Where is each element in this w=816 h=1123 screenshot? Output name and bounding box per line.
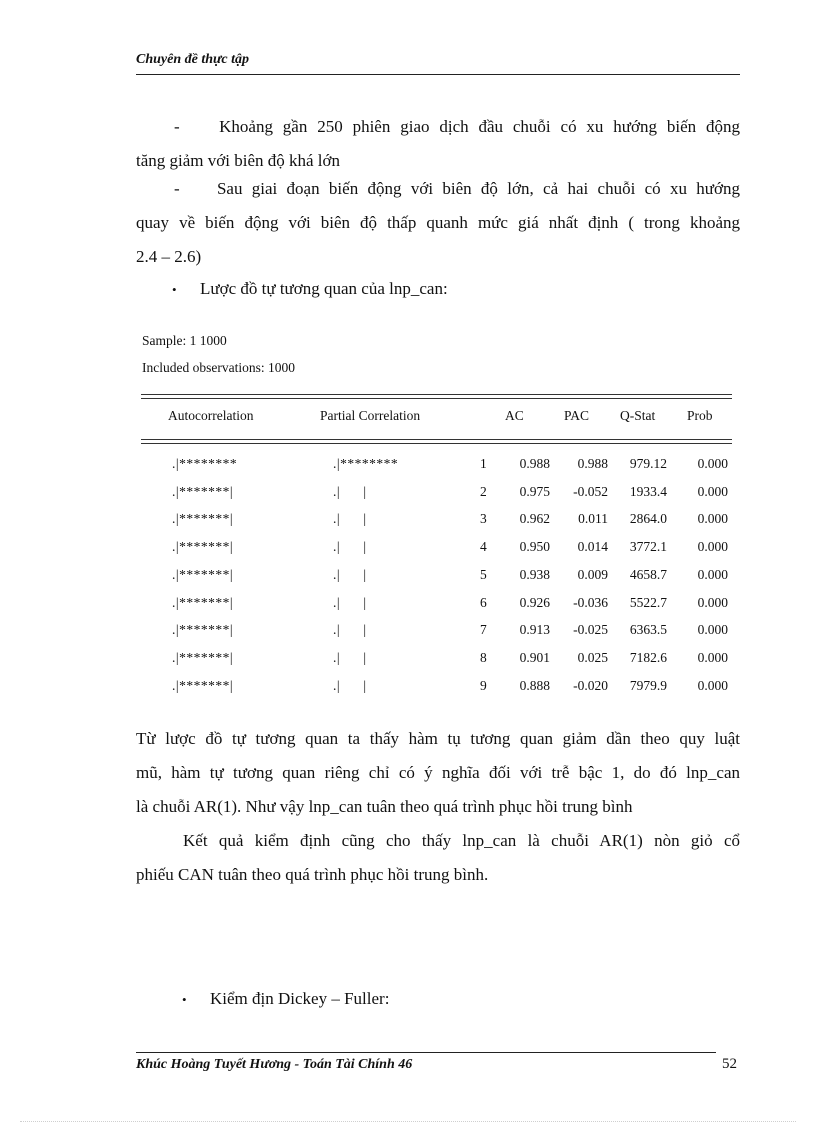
prob-value: 0.000 [697,456,728,471]
ac-value: 0.926 [519,595,550,610]
pac-bar: .| | [333,595,367,610]
ac-value: 0.975 [519,484,550,499]
q-stat-value: 5522.7 [629,595,667,610]
prob-value: 0.000 [697,539,728,554]
bullet-text: Lược đồ tự tương quan của lnp_can: [200,279,448,298]
ac-value: 0.938 [519,567,550,582]
running-header: Chuyên đề thực tập [136,52,250,67]
ac-bar: .|*******| [172,539,234,554]
conclusion-line-3: là chuỗi AR(1). Như vậy lnp_can tuân theo quá trình phục hồi trung bình [136,797,633,816]
pac-value: -0.036 [573,595,608,610]
page-number: 52 [722,1056,737,1072]
pac-bar: .| | [333,484,367,499]
dash-marker: - [174,117,180,136]
q-stat-value: 7979.9 [629,678,667,693]
ac-bar: .|*******| [172,484,234,499]
col-header-qstat: Q-Stat [620,408,656,423]
pac-value: 0.014 [577,539,608,554]
bullet-icon: • [172,282,177,297]
ac-bar: .|*******| [172,650,234,665]
prob-value: 0.000 [697,567,728,582]
included-observations: Included observations: 1000 [142,360,295,375]
q-stat-value: 6363.5 [629,622,667,637]
pac-value: -0.052 [573,484,608,499]
ac-value: 0.962 [519,511,550,526]
ac-value: 0.913 [519,622,550,637]
lag: 9 [480,678,487,693]
pac-value: -0.025 [573,622,608,637]
intro-item-2-line-2: quay về biến động với biên độ thấp quanh mức giá nhất định ( trong khoảng [136,213,740,232]
col-header-autocorrelation: Autocorrelation [168,408,254,423]
intro-item-1-line-2: tăng giảm với biên độ khá lớn [136,151,340,170]
table-header-rule [141,439,732,444]
conclusion-line-5: phiếu CAN tuân theo quá trình phục hồi trung bình. [136,865,489,884]
intro-item-2-line-1: Sau giai đoạn biến động với biên độ lớn, cả hai chuỗi có xu hướng [216,179,740,198]
lag: 1 [480,456,487,471]
q-stat-value: 1933.4 [629,484,667,499]
conclusion-paragraph [136,722,740,892]
pac-value: 0.025 [577,650,608,665]
q-stat-value: 3772.1 [629,539,667,554]
ac-bar: .|*******| [172,567,234,582]
lag: 3 [480,511,487,526]
pac-bar: .| | [333,511,367,526]
pac-bar: .| | [333,539,367,554]
pac-value: 0.011 [578,511,608,526]
pac-bar: .| | [333,678,367,693]
prob-value: 0.000 [697,622,728,637]
lag: 5 [480,567,487,582]
intro-item-2 [136,172,740,274]
pac-bar: .| | [333,567,367,582]
prob-value: 0.000 [697,678,728,693]
intro-item-1 [136,110,740,178]
intro-item-2-line-3: 2.4 – 2.6) [136,247,202,266]
table-top-rule [141,394,732,399]
pac-bar: .| | [333,650,367,665]
col-header-prob: Prob [687,408,713,423]
intro-item-1-line-1: Khoảng gần 250 phiên giao dịch đầu chuỗi có xu hướng biến động [219,117,740,136]
col-header-ac: AC [505,408,524,423]
footer-rule [136,1052,716,1053]
lag: 8 [480,650,487,665]
bullet-correlogram-heading [172,272,448,307]
q-stat-value: 4658.7 [629,567,667,582]
ac-bar: .|*******| [172,511,234,526]
conclusion-line-4: Kết quả kiểm định cũng cho thấy lnp_can là chuỗi AR(1) nòn giỏ cổ [183,831,740,850]
ac-bar: .|*******| [172,622,234,637]
ac-bar: .|******** [172,456,238,471]
header-rule [136,74,740,75]
pac-value: 0.009 [577,567,608,582]
conclusion-line-2: mũ, hàm tự tương quan riêng chỉ có ý nghĩa đối với trễ bậc 1, do đó lnp_can [136,763,740,782]
prob-value: 0.000 [697,650,728,665]
conclusion-line-1: Từ lược đồ tự tương quan ta thấy hàm tụ tương quan giảm dần theo quy luật [136,729,740,748]
bullet-icon: • [182,992,187,1007]
lag: 7 [480,622,487,637]
pac-value: -0.020 [573,678,608,693]
lag: 4 [480,539,487,554]
lag: 6 [480,595,487,610]
pac-bar: .| | [333,622,367,637]
footer-author: Khúc Hoàng Tuyết Hương - Toán Tài Chính 46 [136,1057,413,1072]
ac-value: 0.988 [519,456,550,471]
ac-value: 0.888 [519,678,550,693]
dash-marker: - [174,179,180,198]
bullet-dickey-fuller-heading [182,982,389,1017]
ac-bar: .|*******| [172,595,234,610]
q-stat-value: 979.12 [629,456,667,471]
col-header-partial-correlation: Partial Correlation [320,408,421,423]
ac-value: 0.950 [519,539,550,554]
q-stat-value: 7182.6 [629,650,667,665]
bullet-text: Kiểm địn Dickey – Fuller: [210,989,390,1008]
ac-value: 0.901 [519,650,550,665]
q-stat-value: 2864.0 [629,511,667,526]
lag: 2 [480,484,487,499]
pac-value: 0.988 [577,456,608,471]
prob-value: 0.000 [697,595,728,610]
prob-value: 0.000 [697,484,728,499]
sample-range: Sample: 1 1000 [142,333,227,348]
ac-bar: .|*******| [172,678,234,693]
pac-bar: .|******** [333,456,399,471]
page-edge [20,1121,796,1122]
prob-value: 0.000 [697,511,728,526]
col-header-pac: PAC [564,408,590,423]
